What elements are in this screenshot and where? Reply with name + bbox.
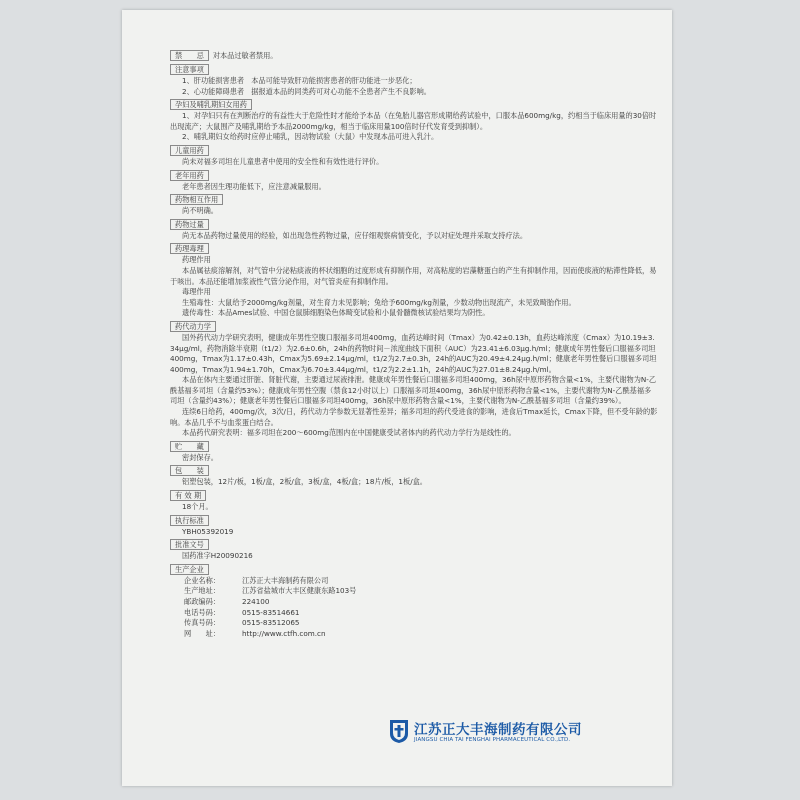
- section-heading: 禁 忌: [170, 50, 209, 61]
- section-standard: [170, 514, 658, 538]
- row-value: 224100: [242, 597, 270, 606]
- manufacturer-details: [170, 576, 658, 640]
- section-pharmacokinetics: [170, 320, 658, 439]
- section-pregnancy: [170, 98, 658, 143]
- section-validity: [170, 489, 658, 513]
- section-heading: 批准文号: [170, 539, 209, 550]
- section-body: 尚无本品药物过量使用的经验，如出现急性药物过量，应仔细观察病情变化，予以对症处理并采取支持疗法。: [182, 230, 528, 240]
- section-manufacturer: [170, 563, 658, 640]
- section-heading: 贮 藏: [170, 441, 209, 452]
- row-key: 企业名称：: [184, 575, 220, 585]
- pharmacology-subheading: 毒理作用: [182, 287, 211, 297]
- row-key: 电话号码：: [184, 607, 220, 617]
- section-body: YBH05392019: [182, 526, 234, 536]
- section-body: 尚不明确。: [182, 206, 218, 216]
- pharmacology-paragraph: 遗传毒性：本品Ames试验、中国仓鼠肺细胞染色体畸变试验和小鼠骨髓微核试验结果均为阴性。: [182, 308, 490, 318]
- section-storage: [170, 440, 658, 464]
- section-heading: 孕妇及哺乳期妇女用药: [170, 99, 252, 110]
- row-value: http://www.ctfh.com.cn: [242, 628, 326, 638]
- manufacturer-row: [184, 576, 658, 587]
- section-precautions: [170, 63, 658, 97]
- section-heading: 执行标准: [170, 515, 209, 526]
- pharmacology-paragraph: 本品属祛痰溶解剂，对气管中分泌粘痰液的杯状细胞的过度形成有抑制作用，对高粘度的岩藻糖蛋白的产生有抑制作用，因而使痰液的粘滞性降低，易于咳出。本品还能增加浆液性气管分泌作用，对气管炎症有抑制作用。: [170, 265, 657, 286]
- section-heading: 包 装: [170, 465, 209, 476]
- section-heading: 药物相互作用: [170, 194, 223, 205]
- pharmacokinetics-paragraph: 连续6日给药，400mg/次，3次/日，药代动力学参数无显著性差异；福多司坦的药代受进食的影响，进食后Tmax延长，Cmax下降，但不受年龄的影响。本品几乎不与血浆蛋白结合。: [170, 407, 658, 427]
- section-interactions: [170, 193, 658, 217]
- pharmacology-paragraph: 生殖毒性：大鼠给予2000mg/kg剂量，对生育力未见影响；兔给予600mg/kg剂量，少数动物出现流产，未见致畸胎作用。: [182, 297, 576, 307]
- section-body: 老年患者因生理功能低下，应注意减量服用。: [182, 181, 326, 191]
- section-body: 密封保存。: [182, 452, 218, 462]
- section-heading: 有 效 期: [170, 490, 206, 501]
- section-contraindications: [170, 49, 658, 62]
- section-heading: 生产企业: [170, 564, 209, 575]
- section-pharmacology: [170, 242, 658, 319]
- row-value: 江苏正大丰海制药有限公司: [242, 575, 329, 585]
- section-body: 尚未对福多司坦在儿童患者中使用的安全性和有效性进行评价。: [182, 156, 384, 166]
- row-key: 生产地址：: [184, 586, 220, 596]
- row-key: 邮政编码：: [184, 597, 220, 606]
- manufacturer-row: [184, 586, 658, 597]
- company-footer: [388, 714, 658, 754]
- company-name-en: JIANGSU CHIA TAI FENGHAI PHARMACEUTICAL CO.,LTD.: [414, 737, 571, 743]
- company-name-cn: 江苏正大丰海制药有限公司: [414, 722, 582, 738]
- pharmacology-subheading: 药理作用: [182, 255, 211, 265]
- row-value: 0515-83512065: [242, 618, 300, 628]
- section-overdose: [170, 218, 658, 242]
- section-body: 铝塑包装，12片/板，1板/盒，2板/盒，3板/盒，4板/盒；18片/板，1板/盒。: [182, 477, 427, 487]
- section-approval: [170, 538, 658, 562]
- manufacturer-row: [184, 618, 658, 629]
- row-value: 江苏省盐城市大丰区健康东路103号: [242, 586, 357, 596]
- row-key: 网 址：: [184, 628, 220, 638]
- section-heading: 药物过量: [170, 219, 209, 230]
- section-package: [170, 464, 658, 488]
- leaflet-sheet: [122, 10, 672, 786]
- section-children: [170, 144, 658, 168]
- manufacturer-row: [184, 597, 658, 608]
- pharmacokinetics-paragraph: 国外药代动力学研究表明，健康成年男性空腹口服福多司坦400mg，血药达峰时间（Tmax）为0.42±0.13h，血药达峰浓度（Cmax）为10.19±3.34μg/ml，药物消除半衰期（t1/2）为2.6±0.6h，24h的药物时间－浓度曲线下面积（AUC）为23.41±6.03μg.h/ml；健康成年男性餐后口服福多司坦400mg，Tmax为1.17±0.43h，Cmax为5.69±2.14μg/ml，t1/2为2.7±0.3h，24h的AUC为20.49±4.24μg.h/ml；健康老年男性餐后口服福多司坦400mg，Tmax为1.94±1.70h，Cmax为6.70±3.44μg/ml，t1/2为2.2±1.1h，24h的AUC为27.01±8.24μg.h/ml。: [170, 332, 657, 374]
- section-body: 对本品过敏者禁用。: [212, 51, 278, 60]
- section-heading: 注意事项: [170, 64, 209, 75]
- pregnancy-item: 1、对孕妇只有在判断治疗的有益性大于危险性时才能给予本品（在兔胎儿器官形成期给药试验中，口服本品600mg/kg，约相当于临床用量的30倍时出现流产；大鼠围产及哺乳期给予本品2000mg/kg，相当于临床用量100倍时仔代发育受到抑制）。: [170, 111, 657, 131]
- pharmacokinetics-paragraph: 本品药代研究表明：福多司坦在200～600mg范围内在中国健康受试者体内的药代动力学行为是线性的。: [182, 428, 516, 438]
- section-body: 国药准字H20090216: [182, 551, 253, 561]
- manufacturer-row: [184, 629, 658, 640]
- section-heading: 药代动力学: [170, 321, 216, 332]
- section-body: 18个月。: [182, 502, 213, 512]
- section-elderly: [170, 169, 658, 193]
- company-logo-icon: [388, 718, 410, 744]
- pregnancy-item: 2、哺乳期妇女给药时应停止哺乳，因动物试验（大鼠）中发现本品可进入乳汁。: [182, 132, 439, 142]
- row-key: 传真号码：: [184, 618, 220, 628]
- section-heading: 药理毒理: [170, 243, 209, 254]
- row-value: 0515-83514661: [242, 607, 300, 617]
- leaflet-content: [170, 48, 658, 639]
- precaution-item: 1、肝功能损害患者 本品可能导致肝功能损害患者的肝功能进一步恶化；: [182, 76, 417, 85]
- precaution-item: 2、心功能障碍患者 据报道本品的同类药可对心功能不全患者产生不良影响。: [182, 86, 431, 96]
- section-heading: 老年用药: [170, 170, 209, 181]
- manufacturer-row: [184, 608, 658, 619]
- pharmacokinetics-paragraph: 本品在体内主要通过肝脏、肾脏代谢，主要通过尿液排泄。健康成年男性餐后口服福多司坦400mg，36h尿中原形药物含量<1%，主要代谢物为N-乙酰基福多司坦（含量约53%）；健康成年男性空腹（禁食12小时以上）口服福多司坦400mg，36h尿中原形药物含量<1%，主要代谢物为N-乙酰基福多司坦（含量约43%）；健康老年男性餐后口服福多司坦400mg，36h尿中原形药物含量<1%，主要代谢物为N-乙酰基福多司坦（含量约39%）。: [170, 375, 657, 406]
- section-heading: 儿童用药: [170, 145, 209, 156]
